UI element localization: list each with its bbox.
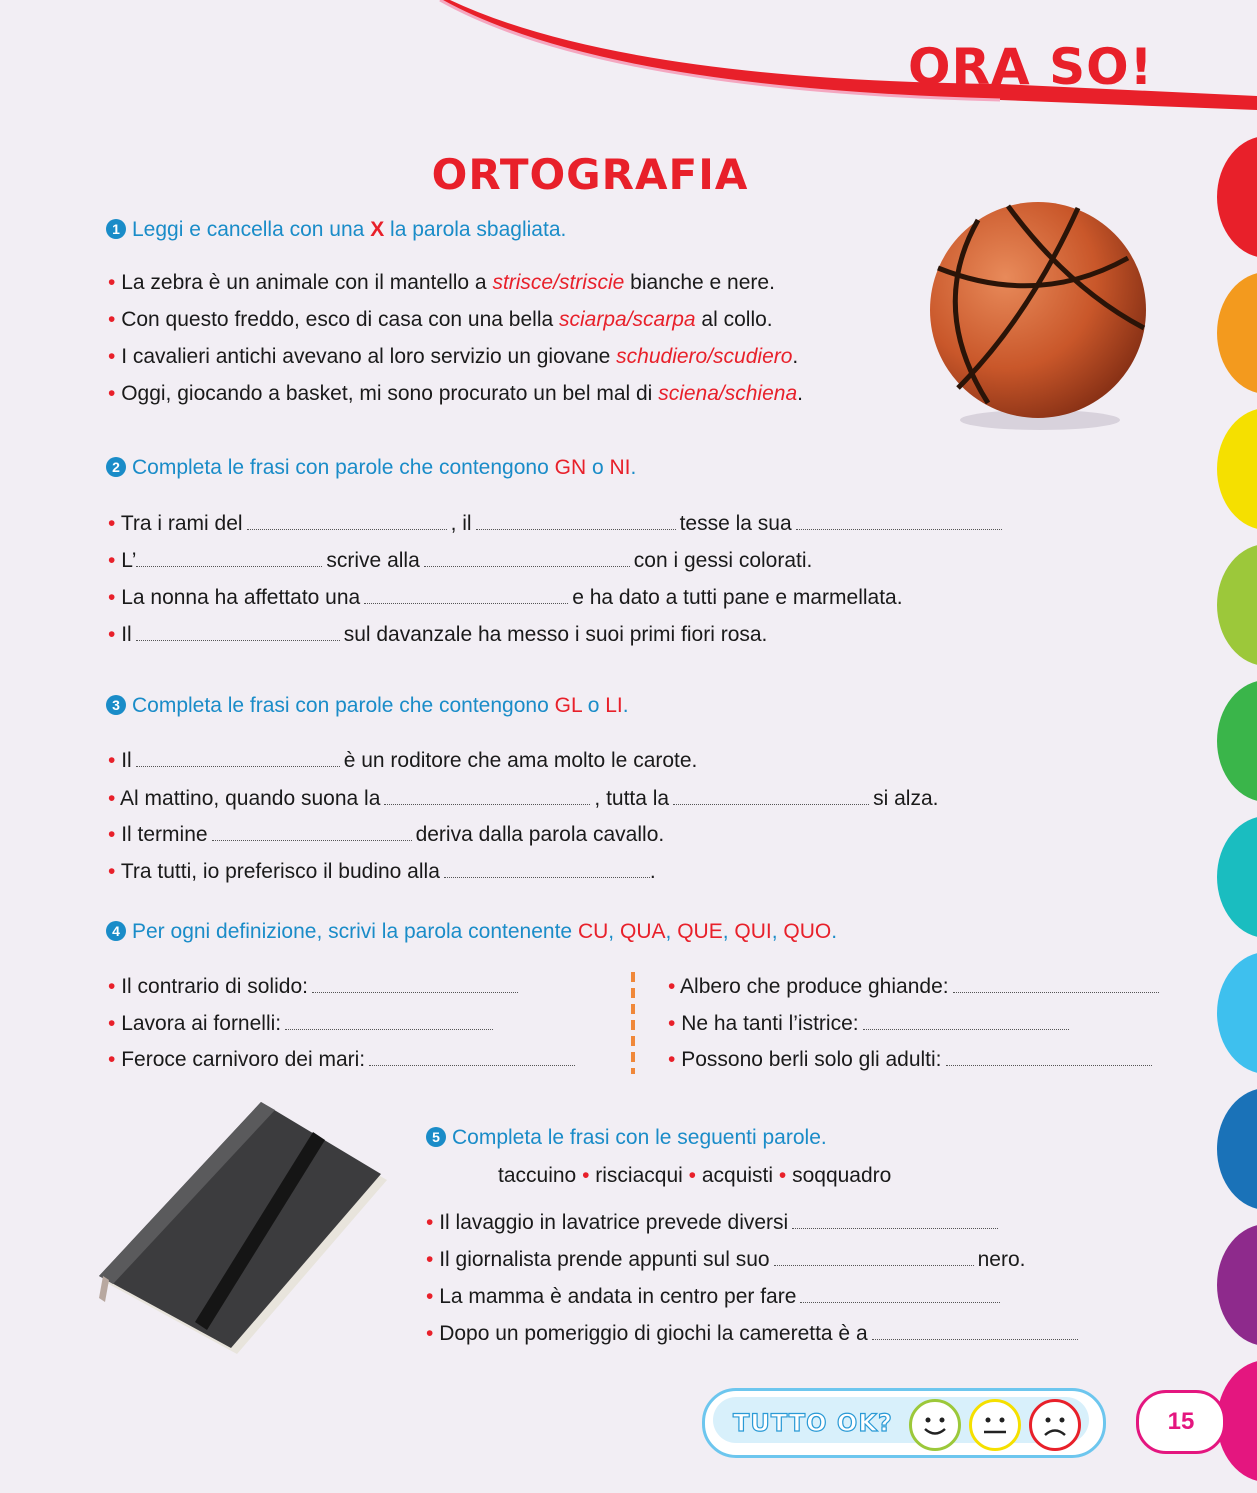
ex2-keyword-gn: GN <box>554 456 587 479</box>
bullet: • <box>108 271 116 294</box>
bullet: • <box>108 975 116 998</box>
answer-blank[interactable] <box>136 639 340 641</box>
ex4-comma: , <box>771 920 778 943</box>
ex4-left-3-text: Feroce carnivoro dei mari: <box>121 1048 366 1071</box>
ex3-line-1 <box>108 748 697 774</box>
ex4-left-1 <box>108 974 522 1000</box>
answer-blank[interactable] <box>136 565 322 567</box>
answer-blank[interactable] <box>212 839 412 841</box>
ex3-line-4 <box>108 859 656 885</box>
ex1-instruction <box>106 218 566 242</box>
ex2-l2-a: L’ <box>121 549 137 572</box>
ex3-l3-b: deriva dalla parola cavallo. <box>415 823 665 846</box>
basketball-image <box>918 198 1158 438</box>
ex2-instruction <box>106 456 636 480</box>
bullet: • <box>108 1048 116 1071</box>
answer-blank[interactable] <box>285 1028 493 1030</box>
ex3-l3-a: Il termine <box>121 823 208 846</box>
answer-blank[interactable] <box>800 1301 1000 1303</box>
ex2-l1-c: tesse la sua <box>679 512 792 535</box>
bullet: • <box>108 860 116 883</box>
ex5-l2-b: nero. <box>977 1248 1026 1271</box>
ex3-line-2 <box>108 786 938 812</box>
answer-blank[interactable] <box>673 803 869 805</box>
word-bank-item: taccuino <box>498 1164 577 1187</box>
tab-lightblue[interactable] <box>1217 952 1257 1074</box>
ex3-l4-a: Tra tutti, io preferisco il budino alla <box>120 860 440 883</box>
answer-blank[interactable] <box>792 1227 998 1229</box>
tab-lightgreen[interactable] <box>1217 544 1257 666</box>
page-title: ORTOGRAFIA <box>431 150 749 199</box>
ex5-number: 5 <box>426 1127 446 1147</box>
ex1-line-1-text: La zebra è un animale con il mantello a <box>121 271 487 294</box>
word-bank-item: acquisti <box>701 1164 774 1187</box>
ex3-keyword-li: LI <box>605 694 623 717</box>
bullet: • <box>108 382 116 405</box>
bullet: • <box>108 512 116 535</box>
ex2-line-2 <box>108 548 812 574</box>
word-bank-item: risciacqui <box>595 1164 683 1187</box>
notebook-image <box>95 1098 395 1360</box>
ex1-option-3[interactable]: schudiero/scudiero <box>616 345 793 368</box>
answer-blank[interactable] <box>424 565 630 567</box>
ex1-option-1[interactable]: strisce/striscie <box>492 271 625 294</box>
ex4-right-2-text: Ne ha tanti l’istrice: <box>681 1012 859 1035</box>
ex2-keyword-ni: NI <box>609 456 631 479</box>
ex1-option-2[interactable]: sciarpa/scarpa <box>559 308 696 331</box>
ex3-line-3 <box>108 822 664 848</box>
ex1-line-2-end: al collo. <box>701 308 773 331</box>
ex4-instruction <box>106 920 837 944</box>
answer-blank[interactable] <box>444 876 650 878</box>
ex4-dot: . <box>831 920 838 943</box>
ex3-l2-b: , tutta la <box>594 787 670 810</box>
ex3-instr-text: Completa le frasi con parole che contengono <box>132 694 549 717</box>
ex3-l2-a: Al mattino, quando suona la <box>120 787 381 810</box>
ex3-l1-a: Il <box>121 749 132 772</box>
ex3-instruction <box>106 694 629 718</box>
ex4-right-3 <box>668 1047 1156 1073</box>
tab-purple[interactable] <box>1217 1224 1257 1346</box>
ex4-keyword: QUA <box>619 920 666 943</box>
word-bank-item: soqquadro <box>792 1164 892 1187</box>
neutral-face-icon[interactable] <box>969 1399 1021 1451</box>
answer-blank[interactable] <box>946 1064 1152 1066</box>
bullet: • <box>108 549 116 572</box>
ex1-line-3 <box>108 344 798 370</box>
ex3-l4-b: . <box>649 860 656 883</box>
ex3-l2-c: si alza. <box>873 787 939 810</box>
ex2-l1-a: Tra i rami del <box>120 512 243 535</box>
ex4-right-2 <box>668 1011 1073 1037</box>
ex3-keyword-gl: GL <box>554 694 582 717</box>
ex2-l4-b: sul davanzale ha messo i suoi primi fiori rosa. <box>343 623 768 646</box>
ex4-comma: , <box>722 920 729 943</box>
bullet: • <box>426 1211 434 1234</box>
bullet: • <box>426 1322 434 1345</box>
answer-blank[interactable] <box>312 991 518 993</box>
self-assessment <box>702 1388 1106 1458</box>
ex3-or: o <box>587 694 600 717</box>
bullet: • <box>108 623 116 646</box>
bullet: • <box>668 975 676 998</box>
bullet: • <box>108 749 116 772</box>
ex3-number: 3 <box>106 695 126 715</box>
ex1-instr-b: la parola sbagliata. <box>390 218 567 241</box>
ex2-line-4 <box>108 622 767 648</box>
word-separator: • <box>688 1164 696 1187</box>
word-bank <box>498 1164 891 1188</box>
ex4-left-2-text: Lavora ai fornelli: <box>121 1012 282 1035</box>
ex1-line-3-text: I cavalieri antichi avevano al loro servizio un giovane <box>121 345 611 368</box>
header-title: ORA SO! <box>908 38 1154 96</box>
ex4-right-3-text: Possono berli solo gli adulti: <box>681 1048 942 1071</box>
ex1-line-2 <box>108 307 773 333</box>
sad-face-icon[interactable] <box>1029 1399 1081 1451</box>
bullet: • <box>108 1012 116 1035</box>
ex5-l4-a: Dopo un pomeriggio di giochi la cameretta è a <box>439 1322 868 1345</box>
answer-blank[interactable] <box>953 991 1159 993</box>
ex4-number: 4 <box>106 921 126 941</box>
bullet: • <box>108 586 116 609</box>
ex4-comma: , <box>608 920 615 943</box>
bullet: • <box>668 1048 676 1071</box>
tab-orange[interactable] <box>1217 272 1257 394</box>
ex5-instr-text: Completa le frasi con le seguenti parole. <box>452 1126 827 1149</box>
ex1-line-2-text: Con questo freddo, esco di casa con una bella <box>121 308 554 331</box>
ex4-keyword: QUI <box>734 920 772 943</box>
ex2-l4-a: Il <box>121 623 132 646</box>
bullet: • <box>108 787 116 810</box>
cross-x-mark: X <box>370 218 385 241</box>
tab-red[interactable] <box>1217 136 1257 258</box>
ex2-line-3 <box>108 585 903 611</box>
ex1-option-4[interactable]: sciena/schiena <box>658 382 798 405</box>
ex1-line-1 <box>108 270 775 296</box>
ex5-instruction <box>426 1126 827 1150</box>
ex4-keyword: CU <box>577 920 609 943</box>
ex4-right-1-text: Albero che produce ghiande: <box>680 975 949 998</box>
ex1-instr-a: Leggi e cancella con una <box>132 218 365 241</box>
ex5-line-4 <box>426 1321 1082 1347</box>
word-separator: • <box>778 1164 787 1187</box>
ex4-left-1-text: Il contrario di solido: <box>121 975 308 998</box>
bullet: • <box>108 308 116 331</box>
ex1-line-4-text: Oggi, giocando a basket, mi sono procurato un bel mal di <box>121 382 653 405</box>
ex2-l3-a: La nonna ha affettato una <box>121 586 361 609</box>
ex5-line-1 <box>426 1210 1002 1236</box>
answer-blank[interactable] <box>136 765 340 767</box>
answer-blank[interactable] <box>384 803 590 805</box>
ex5-line-2 <box>426 1247 1025 1273</box>
ex1-number: 1 <box>106 219 126 239</box>
ex2-number: 2 <box>106 457 126 477</box>
ex3-dot: . <box>622 694 629 717</box>
answer-blank[interactable] <box>369 1064 575 1066</box>
page-number: 15 <box>1136 1390 1226 1454</box>
tutto-ok-label: TUTTO OK? <box>733 1409 893 1437</box>
answer-blank[interactable] <box>476 528 676 530</box>
ex5-l3-a: La mamma è andata in centro per fare <box>439 1285 797 1308</box>
ex2-l1-b: , il <box>450 512 472 535</box>
answer-blank[interactable] <box>364 602 568 604</box>
answer-blank[interactable] <box>872 1338 1078 1340</box>
ex1-line-3-end: . <box>792 345 799 368</box>
ex2-dot: . <box>630 456 637 479</box>
ex4-instr-text: Per ogni definizione, scrivi la parola contenente <box>132 920 573 943</box>
happy-face-icon[interactable] <box>909 1399 961 1451</box>
tab-blue[interactable] <box>1217 1088 1257 1210</box>
column-divider <box>631 972 635 1074</box>
bullet: • <box>426 1248 434 1271</box>
tab-green[interactable] <box>1217 680 1257 802</box>
word-separator: • <box>582 1164 590 1187</box>
ex2-l2-c: con i gessi colorati. <box>633 549 813 572</box>
ex1-line-1-end: bianche e nere. <box>630 271 775 294</box>
bullet: • <box>108 345 116 368</box>
answer-blank[interactable] <box>796 528 1002 530</box>
ex2-l2-b: scrive alla <box>326 549 420 572</box>
tab-teal[interactable] <box>1217 816 1257 938</box>
ex2-instr-text: Completa le frasi con parole che contengono <box>132 456 549 479</box>
ex5-l2-a: Il giornalista prende appunti sul suo <box>439 1248 770 1271</box>
ex2-line-1 <box>108 511 1006 537</box>
ex4-right-1 <box>668 974 1163 1000</box>
ex4-left-2 <box>108 1011 497 1037</box>
ex2-or: o <box>591 456 604 479</box>
ex2-l3-b: e ha dato a tutti pane e marmellata. <box>572 586 903 609</box>
ex4-keyword: QUE <box>677 920 723 943</box>
answer-blank[interactable] <box>774 1264 974 1266</box>
ex4-left-3 <box>108 1047 579 1073</box>
ex3-l1-b: è un roditore che ama molto le carote. <box>343 749 698 772</box>
ex1-line-4 <box>108 381 803 407</box>
ex5-l1-a: Il lavaggio in lavatrice prevede diversi <box>439 1211 789 1234</box>
answer-blank[interactable] <box>247 528 447 530</box>
bullet: • <box>108 823 116 846</box>
ex4-comma: , <box>665 920 672 943</box>
ex5-line-3 <box>426 1284 1004 1310</box>
bullet: • <box>668 1012 676 1035</box>
ex4-keyword: QUO <box>783 920 832 943</box>
tab-yellow[interactable] <box>1217 408 1257 530</box>
answer-blank[interactable] <box>863 1028 1069 1030</box>
bullet: • <box>426 1285 434 1308</box>
ex1-line-4-end: . <box>797 382 803 405</box>
